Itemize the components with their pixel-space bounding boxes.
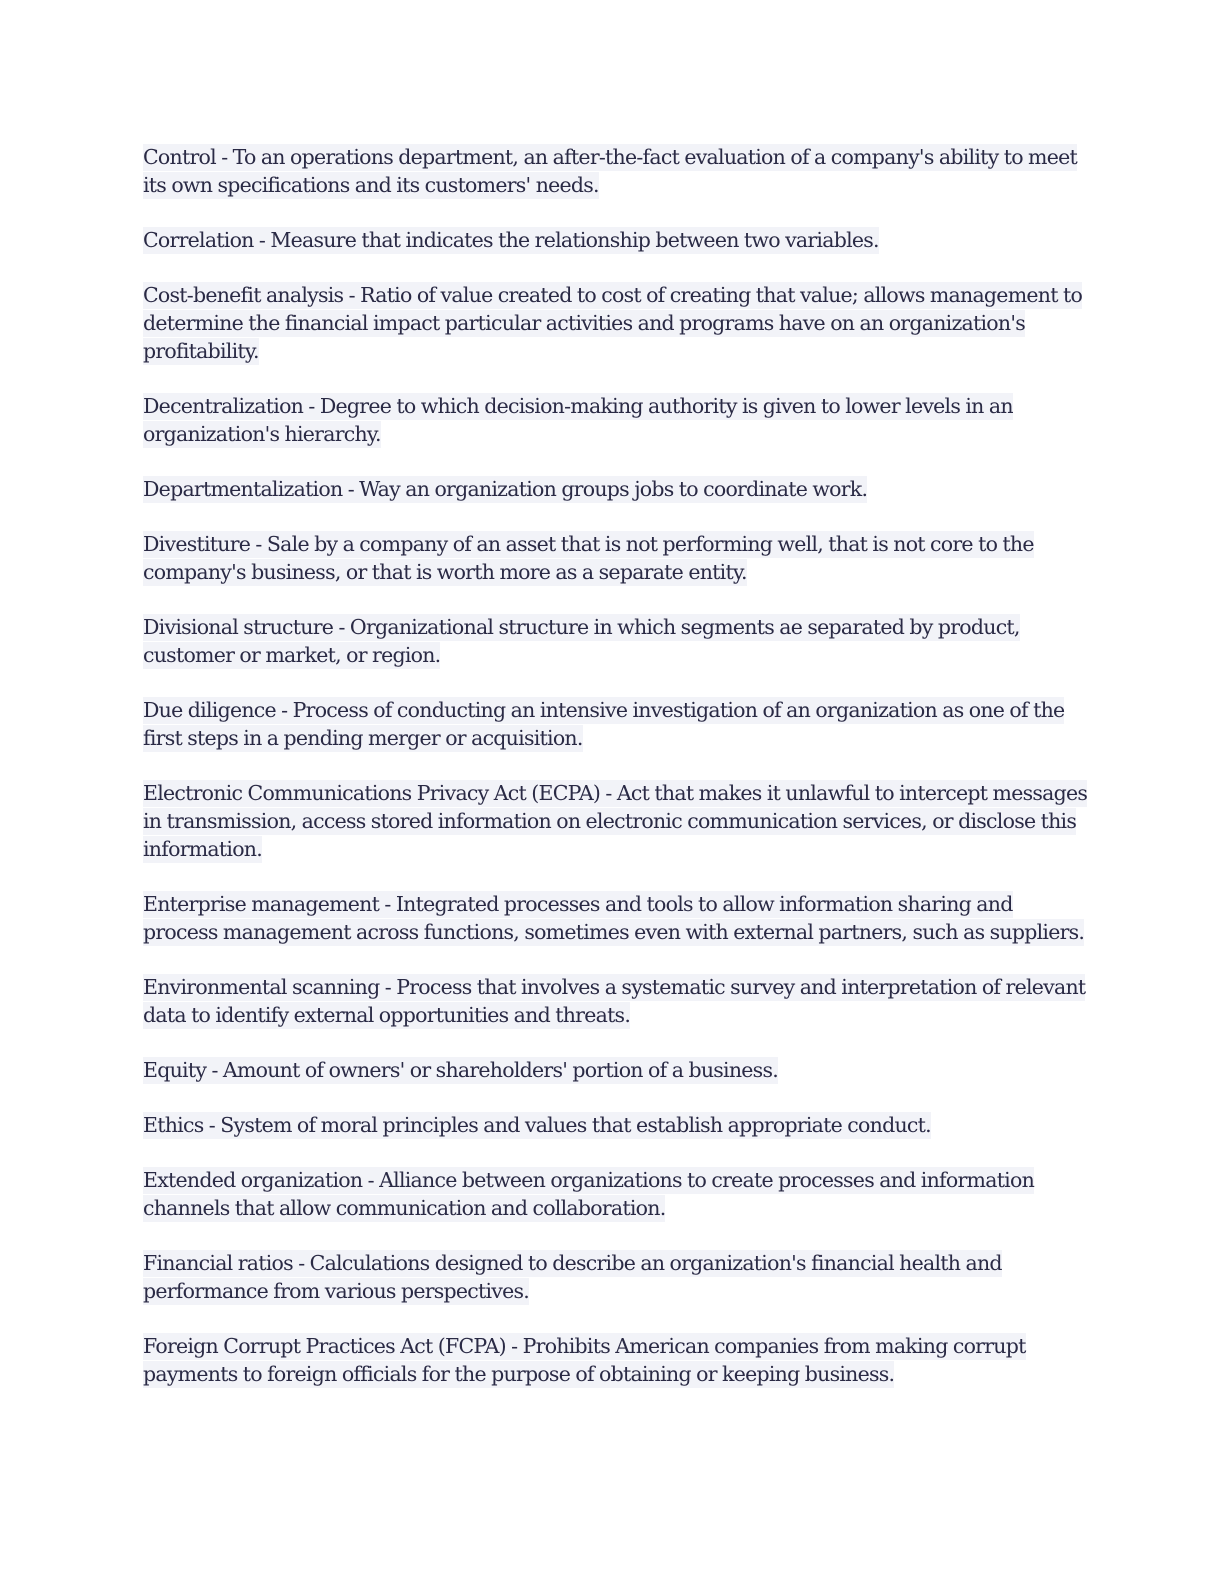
glossary-entry [143, 530, 1088, 586]
glossary-entry [143, 1056, 1088, 1084]
glossary-list [143, 143, 1088, 1415]
entry-term: Control [143, 145, 216, 169]
entry-definition: Process that involves a systematic survey and interpretation of relevant data to identify external opportunities and threats. [143, 975, 1086, 1027]
glossary-entry [143, 1249, 1088, 1305]
entry-term: Financial ratios [143, 1251, 293, 1275]
entry-separator: - [303, 394, 320, 418]
entry-separator: - [250, 532, 267, 556]
entry-term: Ethics [143, 1113, 204, 1137]
entry-definition: Organizational structure in which segments ae separated by product, customer or market, or region. [143, 615, 1020, 667]
glossary-entry [143, 1111, 1088, 1139]
entry-term: Enterprise management [143, 892, 380, 916]
entry-definition: Integrated processes and tools to allow information sharing and process management across functions, sometimes even with external partners, such as suppliers. [143, 892, 1085, 944]
entry-term: Due diligence [143, 698, 276, 722]
entry-separator: - [275, 698, 293, 722]
glossary-entry [143, 1166, 1088, 1222]
entry-separator: - [215, 145, 233, 169]
entry-definition: Alliance between organizations to create processes and information channels that allow communication and collaboration. [143, 1168, 1035, 1220]
entry-term: Equity [143, 1058, 207, 1082]
glossary-entry [143, 1332, 1088, 1388]
entry-definition: Measure that indicates the relationship between two variables. [270, 228, 879, 252]
glossary-entry [143, 779, 1088, 863]
entry-separator: - [362, 1168, 380, 1192]
glossary-entry [143, 281, 1088, 365]
entry-separator: - [253, 228, 271, 252]
entry-separator: - [505, 1334, 523, 1358]
entry-separator: - [203, 1113, 221, 1137]
entry-term: Extended organization [143, 1168, 363, 1192]
entry-definition: Degree to which decision-making authority is given to lower levels in an organization's hierarchy. [143, 394, 1013, 446]
entry-definition: Ratio of value created to cost of creating that value; allows management to determine the financial impact particular activities and programs have on an organization's profitability. [143, 283, 1083, 363]
entry-term: Electronic Communications Privacy Act (ECPA) [143, 781, 601, 805]
entry-definition: Amount of owners' or shareholders' portion of a business. [222, 1058, 778, 1082]
glossary-entry [143, 973, 1088, 1029]
entry-definition: Prohibits American companies from making corrupt payments to foreign officials for the purpose of obtaining or keeping business. [143, 1334, 1026, 1386]
glossary-entry [143, 143, 1088, 199]
entry-definition: To an operations department, an after-the-fact evaluation of a company's ability to meet its own specifications and its customers' needs. [143, 145, 1077, 197]
glossary-entry [143, 613, 1088, 669]
entry-term: Departmentalization [143, 477, 343, 501]
entry-definition: Sale by a company of an asset that is not performing well, that is not core to the company's business, or that is worth more as a separate entity. [143, 532, 1034, 584]
entry-term: Divestiture [143, 532, 251, 556]
entry-separator: - [342, 477, 360, 501]
entry-definition: Act that makes it unlawful to intercept messages in transmission, access stored information on electronic communication services, or disclose this information. [143, 781, 1088, 861]
glossary-entry [143, 392, 1088, 448]
entry-term: Divisional structure [143, 615, 334, 639]
entry-term: Environmental scanning [143, 975, 380, 999]
glossary-entry [143, 475, 1088, 503]
entry-term: Correlation [143, 228, 254, 252]
entry-separator: - [292, 1251, 310, 1275]
entry-term: Foreign Corrupt Practices Act (FCPA) [143, 1334, 506, 1358]
entry-separator: - [333, 615, 350, 639]
glossary-entry [143, 890, 1088, 946]
entry-separator: - [379, 975, 397, 999]
entry-separator: - [206, 1058, 223, 1082]
entry-definition: Way an organization groups jobs to coordinate work. [359, 477, 868, 501]
glossary-entry [143, 226, 1088, 254]
entry-term: Decentralization [143, 394, 304, 418]
entry-separator: - [343, 283, 361, 307]
entry-definition: Calculations designed to describe an organization's financial health and performance from various perspectives. [143, 1251, 1002, 1303]
entry-definition: Process of conducting an intensive investigation of an organization as one of the first steps in a pending merger or acquisition. [143, 698, 1065, 750]
entry-separator: - [379, 892, 396, 916]
glossary-entry [143, 696, 1088, 752]
entry-definition: System of moral principles and values that establish appropriate conduct. [220, 1113, 931, 1137]
entry-separator: - [600, 781, 617, 805]
entry-term: Cost-benefit analysis [143, 283, 344, 307]
